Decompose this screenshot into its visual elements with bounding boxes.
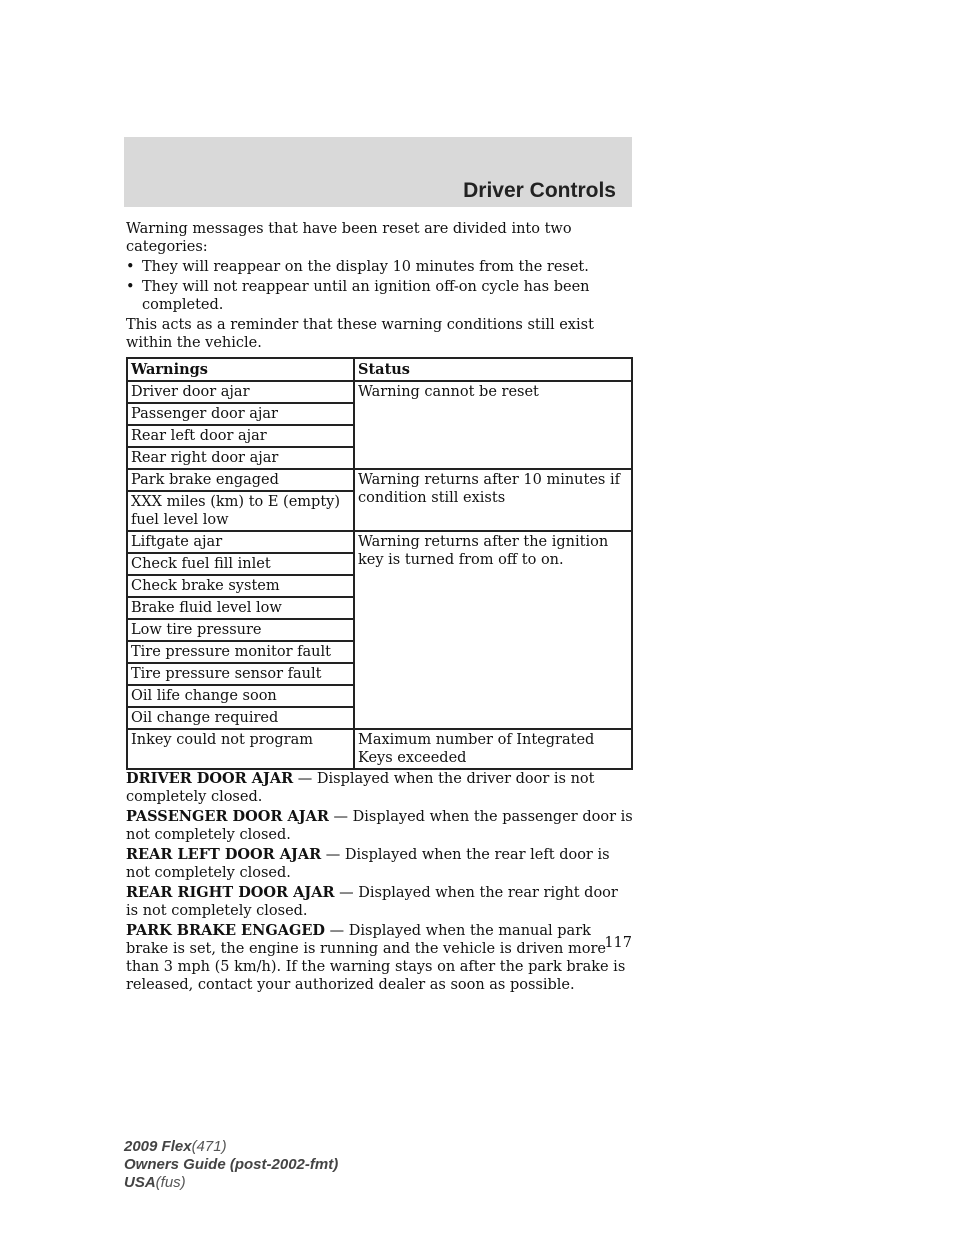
status-cell: Warning returns after the ignition key is turned from off to on. bbox=[354, 531, 632, 729]
bullet-item bbox=[126, 258, 634, 276]
description-term: PASSENGER DOOR AJAR bbox=[126, 808, 329, 825]
footer-model: 2009 Flex bbox=[124, 1138, 192, 1155]
intro-paragraph: Warning messages that have been reset are divided into two categories: bbox=[126, 221, 572, 255]
warning-cell: Passenger door ajar bbox=[127, 403, 354, 425]
warning-cell: Rear right door ajar bbox=[127, 447, 354, 469]
bullet-icon: • bbox=[126, 279, 135, 295]
warning-cell: Park brake engaged bbox=[127, 469, 354, 491]
page-content bbox=[126, 220, 634, 996]
warnings-table bbox=[126, 357, 633, 770]
footer-line bbox=[124, 1138, 338, 1156]
bullet-icon: • bbox=[126, 259, 135, 275]
description-text: — Displayed when the manual park brake is set, the engine is running and the vehicle is driven more than 3 mph (5 km/h). If the warning stays on after the park brake is released, contact your authorized dealer as soon as possible. bbox=[126, 923, 626, 993]
table-row bbox=[127, 531, 632, 553]
table-row bbox=[127, 381, 632, 403]
header-band bbox=[124, 137, 632, 207]
description-paragraph bbox=[126, 808, 634, 844]
warning-cell: Oil change required bbox=[127, 707, 354, 729]
bullet-text: They will reappear on the display 10 minutes from the reset. bbox=[142, 259, 589, 275]
warning-cell: Tire pressure monitor fault bbox=[127, 641, 354, 663]
bullet-text: They will not reappear until an ignition off-on cycle has been completed. bbox=[142, 279, 590, 313]
warning-cell: Brake fluid level low bbox=[127, 597, 354, 619]
bullet-item bbox=[126, 278, 634, 314]
warning-cell: XXX miles (km) to E (empty) fuel level low bbox=[127, 491, 354, 531]
footer-model-code: (471) bbox=[191, 1138, 227, 1155]
description-text: — Displayed when the driver door is not completely closed. bbox=[126, 771, 595, 805]
description-paragraph bbox=[126, 922, 634, 994]
footer-line bbox=[124, 1174, 338, 1192]
description-term: REAR LEFT DOOR AJAR bbox=[126, 846, 322, 863]
description-term: PARK BRAKE ENGAGED bbox=[126, 922, 326, 939]
description-paragraph bbox=[126, 846, 634, 882]
warning-cell: Tire pressure sensor fault bbox=[127, 663, 354, 685]
warning-cell: Low tire pressure bbox=[127, 619, 354, 641]
description-term: REAR RIGHT DOOR AJAR bbox=[126, 884, 335, 901]
warning-cell: Inkey could not program bbox=[127, 729, 354, 769]
column-header-warnings: Warnings bbox=[127, 358, 354, 381]
description-text: — Displayed when the rear left door is not completely closed. bbox=[126, 847, 610, 881]
description-text: — Displayed when the rear right door is not completely closed. bbox=[126, 885, 618, 919]
status-cell: Warning returns after 10 minutes if condition still exists bbox=[354, 469, 632, 531]
warning-cell: Check brake system bbox=[127, 575, 354, 597]
warning-cell: Rear left door ajar bbox=[127, 425, 354, 447]
description-text: — Displayed when the passenger door is not completely closed. bbox=[126, 809, 633, 843]
status-cell: Maximum number of Integrated Keys exceeded bbox=[354, 729, 632, 769]
footer-region: USA bbox=[124, 1174, 156, 1191]
footer-guide: Owners Guide (post-2002-fmt) bbox=[124, 1156, 339, 1173]
footer-line bbox=[124, 1156, 338, 1174]
table-row bbox=[127, 469, 632, 491]
description-paragraph bbox=[126, 770, 634, 806]
description-term: DRIVER DOOR AJAR bbox=[126, 770, 294, 787]
reminder-paragraph: This acts as a reminder that these warning conditions still exist within the vehicle. bbox=[126, 317, 594, 351]
warning-cell: Oil life change soon bbox=[127, 685, 354, 707]
footer bbox=[124, 1138, 338, 1192]
footer-region-code: (fus) bbox=[155, 1174, 186, 1191]
section-title: Driver Controls bbox=[463, 179, 616, 202]
table-header-row bbox=[127, 358, 632, 381]
status-cell: Warning cannot be reset bbox=[354, 381, 632, 469]
warning-cell: Driver door ajar bbox=[127, 381, 354, 403]
warning-cell: Check fuel fill inlet bbox=[127, 553, 354, 575]
page-number: 117 bbox=[604, 935, 632, 951]
bullet-list bbox=[126, 258, 634, 314]
column-header-status: Status bbox=[354, 358, 632, 381]
table-row bbox=[127, 729, 632, 769]
warning-cell: Liftgate ajar bbox=[127, 531, 354, 553]
description-paragraph bbox=[126, 884, 634, 920]
